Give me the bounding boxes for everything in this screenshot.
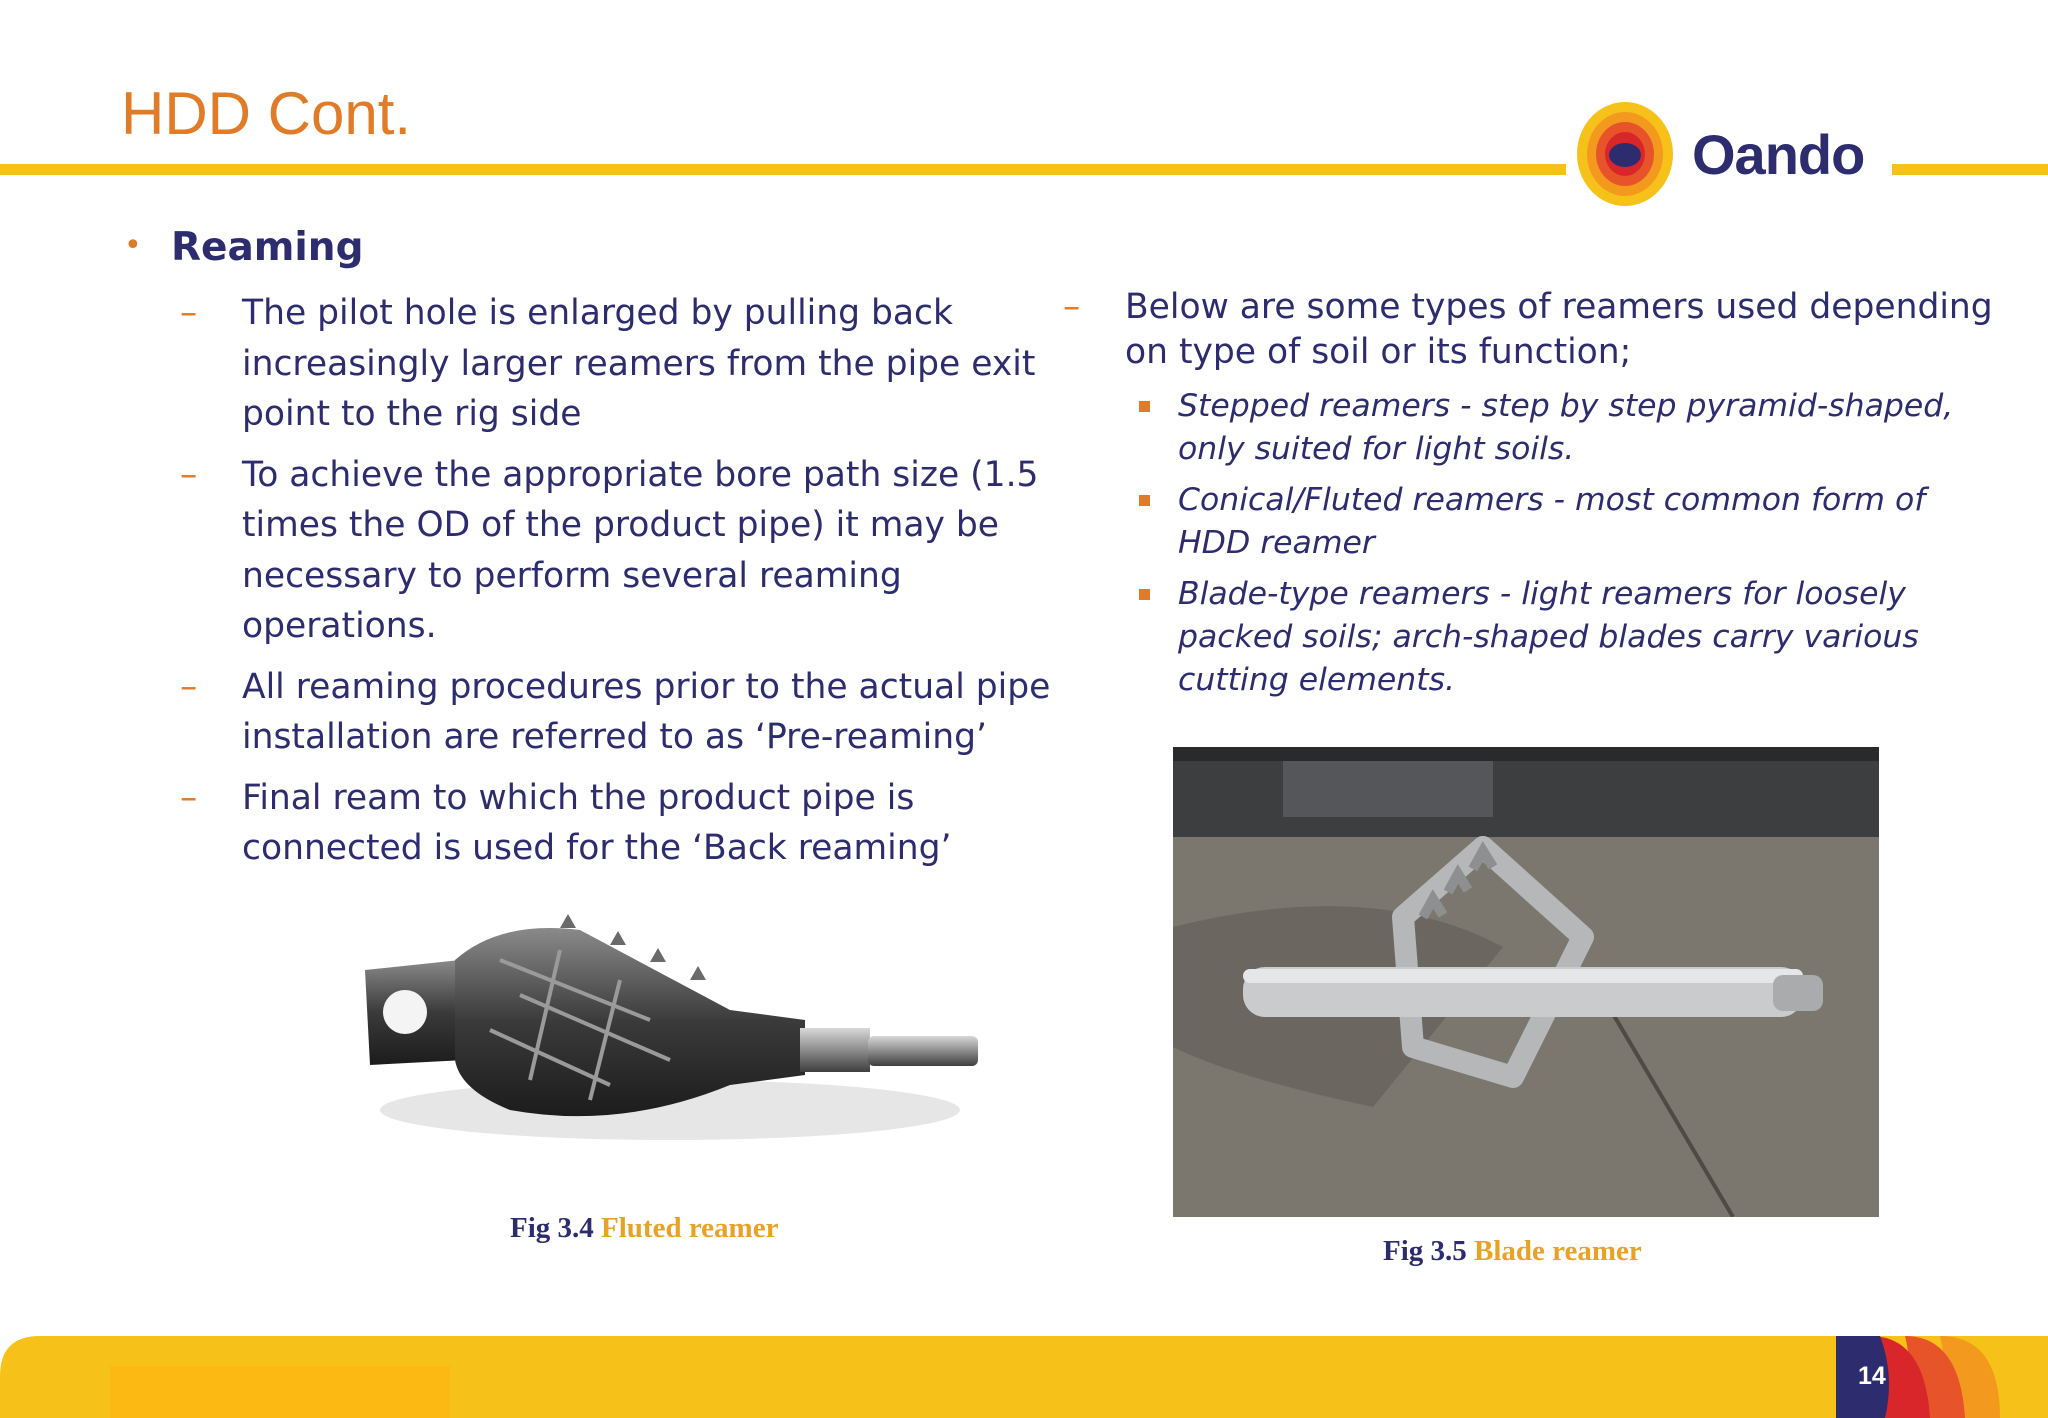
figure-name: Fluted reamer bbox=[601, 1212, 779, 1244]
dash-marker: – bbox=[180, 777, 198, 818]
square-bullet-icon bbox=[1139, 401, 1150, 412]
blade-reamer-photo bbox=[1173, 747, 1879, 1217]
footer-bar bbox=[0, 1336, 2048, 1418]
reamer-type-text: Conical/Fluted reamers - most common form of HDD reamer bbox=[1178, 482, 1926, 561]
fluted-reamer-image bbox=[350, 900, 1000, 1180]
square-bullet-icon bbox=[1139, 589, 1150, 600]
list-item bbox=[180, 450, 1060, 652]
reamer-types-list bbox=[1133, 385, 2003, 702]
oando-logo bbox=[1575, 100, 1885, 210]
list-item bbox=[180, 662, 1060, 763]
dash-marker: – bbox=[180, 666, 198, 707]
title-rule-right bbox=[1892, 164, 2048, 175]
reamer-type-text: Stepped reamers - step by step pyramid-shaped, only suited for light soils. bbox=[1178, 388, 1954, 467]
list-item bbox=[1063, 285, 2003, 375]
reamer-type-item bbox=[1133, 479, 2003, 565]
list-item bbox=[180, 773, 1060, 874]
list-item-text: Below are some types of reamers used depending on type of soil or its function; bbox=[1125, 287, 1993, 372]
section-heading: Reaming bbox=[171, 225, 364, 270]
dash-marker: – bbox=[180, 454, 198, 495]
reamer-type-text: Blade-type reamers - light reamers for loosely packed soils; arch-shaped blades carry various cutting elements. bbox=[1178, 576, 1919, 698]
right-bullet-list bbox=[1063, 285, 2003, 718]
page-number: 14 bbox=[1858, 1362, 1886, 1390]
title-rule-left bbox=[0, 164, 1566, 175]
figure-number: Fig 3.5 bbox=[1383, 1235, 1467, 1267]
dash-marker: – bbox=[1063, 287, 1081, 327]
list-item-text: Final ream to which the product pipe is connected is used for the ‘Back reaming’ bbox=[242, 777, 952, 868]
figure-caption-left bbox=[510, 1212, 778, 1245]
dash-marker: – bbox=[180, 293, 198, 333]
slide-title: HDD Cont. bbox=[121, 80, 412, 147]
reamer-type-item bbox=[1133, 573, 2003, 702]
figure-number: Fig 3.4 bbox=[510, 1212, 594, 1244]
heading-bullet: • bbox=[124, 228, 142, 263]
reamer-type-item bbox=[1133, 385, 2003, 471]
figure-name: Blade reamer bbox=[1474, 1235, 1642, 1267]
square-bullet-icon bbox=[1139, 495, 1150, 506]
oando-logo-word: Oando bbox=[1692, 123, 1865, 186]
left-bullet-list bbox=[180, 288, 1060, 874]
list-item-text: To achieve the appropriate bore path size (1.5 times the OD of the product pipe) it may be necessary to perform several reaming operations. bbox=[242, 454, 1039, 646]
list-item-text: The pilot hole is enlarged by pulling back increasingly larger reamers from the pipe exit point to the rig side bbox=[242, 293, 1036, 434]
oando-logo-mark-icon bbox=[1575, 100, 1680, 210]
figure-caption-right bbox=[1383, 1235, 1642, 1268]
list-item bbox=[180, 288, 1060, 440]
list-item-text: All reaming procedures prior to the actual pipe installation are referred to as ‘Pre-reaming’ bbox=[242, 666, 1051, 757]
